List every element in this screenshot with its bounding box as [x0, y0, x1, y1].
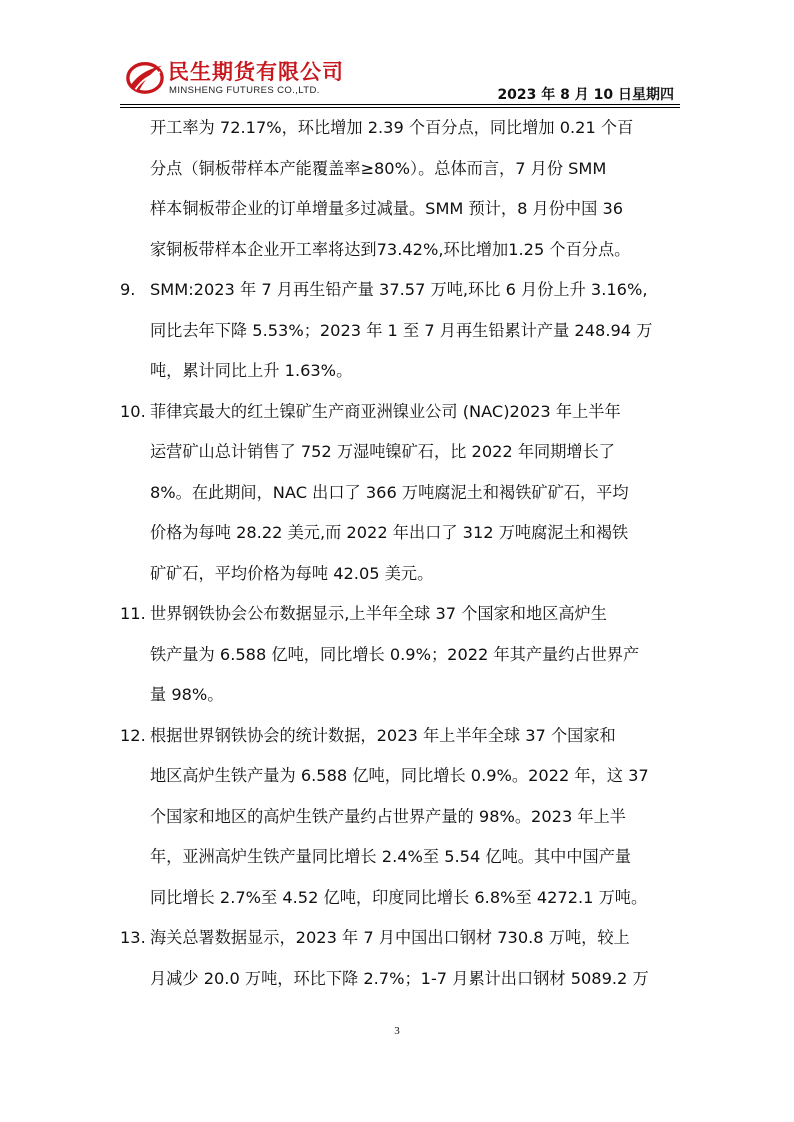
text-line: 分点（铜板带样本产能覆盖率≥80%）。总体而言，7 月份 SMM — [150, 158, 607, 178]
company-name-cn: 民生期货有限公司 — [168, 60, 344, 84]
item-number: 9. — [120, 280, 136, 299]
text-line: 月减少 20.0 万吨，环比下降 2.7%；1-7 月累计出口钢材 5089.2 万 — [150, 968, 649, 988]
text-line: 同比去年下降 5.53%；2023 年 1 至 7 月再生铅累计产量 248.94 万 — [150, 320, 653, 340]
text-line: 吨，累计同比上升 1.63%。 — [150, 361, 353, 380]
text-line: 量 98%。 — [150, 685, 224, 704]
text-segment: 根据世界钢铁协会的统计数据，2023 年上半年全球 37 个国家和 — [150, 725, 616, 745]
text-line — [120, 594, 676, 635]
list-item-11 — [120, 594, 676, 716]
page-header — [120, 52, 680, 104]
text-line — [120, 918, 676, 959]
text-line — [120, 270, 676, 311]
list-item-10 — [120, 392, 676, 595]
text-line: 价格为每吨 28.22 美元,而 2022 年出口了 312 万吨腐泥土和褐铁 — [150, 523, 629, 542]
list-item-9 — [120, 270, 676, 392]
text-line: 矿矿石，平均价格为每吨 42.05 美元。 — [150, 563, 434, 583]
report-date: 2023 年 8 月 10 日星期四 — [497, 87, 674, 103]
text-line: 家铜板带样本企业开工率将达到73.42%,环比增加1.25 个百分点。 — [150, 239, 631, 259]
text-line: 运营矿山总计销售了 752 万湿吨镍矿石，比 2022 年同期增长了 — [150, 442, 615, 461]
list-item-13 — [120, 918, 676, 999]
page-number: 3 — [394, 1025, 400, 1037]
company-name-en: MINSHENG FUTURES CO.,LTD. — [169, 85, 320, 96]
text-line — [120, 716, 676, 757]
item-number: 12. — [120, 725, 146, 745]
item-number: 10. — [120, 401, 146, 421]
text-line: 8%。在此期间，NAC 出口了 366 万吨腐泥土和褐铁矿矿石，平均 — [150, 482, 629, 502]
text-line: 个国家和地区的高炉生铁产量约占世界产量的 98%。2023 年上半 — [150, 806, 626, 826]
continuation-paragraph — [120, 108, 676, 270]
text-segment: SMM:2023 年 7 月再生铅产量 37.57 万吨,环比 6 月份上升 3.16%, — [150, 280, 648, 299]
document-body — [120, 108, 676, 999]
item-number: 13. — [120, 928, 146, 947]
item-number: 11. — [120, 604, 146, 623]
header-rule — [120, 104, 680, 105]
text-line — [120, 392, 676, 433]
text-line: 同比增长 2.7%至 4.52 亿吨，印度同比增长 6.8%至 4272.1 万吨。 — [150, 887, 648, 907]
text-line: 年，亚洲高炉生铁产量同比增长 2.4%至 5.54 亿吨。其中中国产量 — [150, 847, 632, 866]
text-line: 样本铜板带企业的订单增量多过减量。SMM 预计，8 月份中国 36 — [150, 199, 624, 218]
text-segment: 世界钢铁协会公布数据显示,上半年全球 37 个国家和地区高炉生 — [150, 604, 607, 623]
minsheng-swoosh-logo-icon — [126, 58, 164, 96]
list-item-12 — [120, 716, 676, 919]
text-segment: 菲律宾最大的红土镍矿生产商亚洲镍业公司 (NAC)2023 年上半年 — [150, 401, 621, 421]
text-line: 地区高炉生铁产量为 6.588 亿吨，同比增长 0.9%。2022 年，这 37 — [150, 766, 649, 785]
text-segment: 海关总署数据显示，2023 年 7 月中国出口钢材 730.8 万吨，较上 — [150, 928, 630, 947]
text-line: 开工率为 72.17%，环比增加 2.39 个百分点，同比增加 0.21 个百 — [150, 118, 634, 137]
text-line: 铁产量为 6.588 亿吨，同比增长 0.9%；2022 年其产量约占世界产 — [150, 644, 640, 664]
